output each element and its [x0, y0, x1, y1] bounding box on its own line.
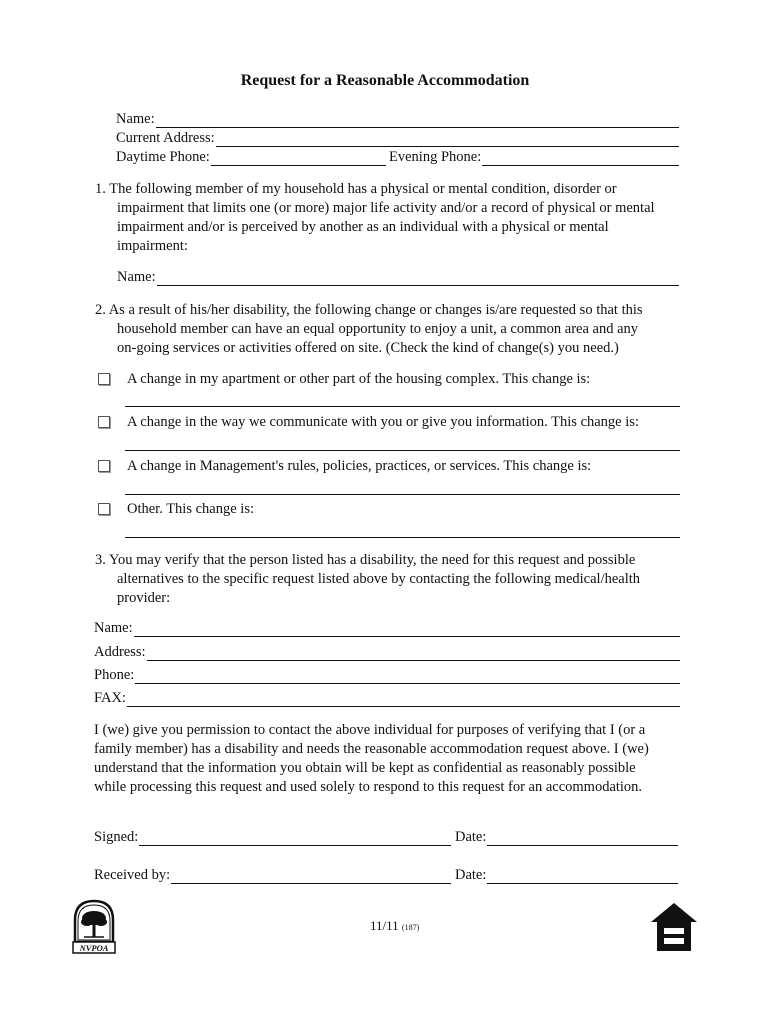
received-by-field[interactable] — [94, 866, 451, 884]
daytime-phone-label: Daytime Phone: — [116, 149, 210, 165]
signed-field[interactable] — [94, 828, 451, 846]
household-member-name-label: Name: — [117, 269, 156, 285]
household-member-name-field[interactable] — [117, 268, 679, 286]
received-by-line[interactable] — [171, 869, 451, 884]
received-date-label: Date: — [455, 867, 487, 883]
permission-text — [94, 721, 649, 797]
daytime-phone-field[interactable] — [116, 148, 386, 166]
rules-change-checkbox[interactable] — [98, 460, 110, 472]
signed-date-line[interactable] — [487, 831, 678, 846]
communication-change-label: A change in the way we communicate with you or give you information. This change is: — [127, 414, 639, 430]
section-1-line: impairment and/or is perceived by another as an individual with a physical or mental — [117, 219, 609, 235]
signed-date-field[interactable] — [455, 828, 678, 846]
provider-fax-field[interactable] — [94, 689, 680, 707]
equal-housing-icon — [650, 902, 698, 952]
provider-name-field[interactable] — [94, 619, 680, 637]
provider-fax-line[interactable] — [127, 692, 680, 707]
permission-line: understand that the information you obtain will be kept as confidential as reasonably possible — [94, 760, 636, 776]
apartment-change-label: A change in my apartment or other part of the housing complex. This change is: — [127, 371, 591, 387]
received-by-label: Received by: — [94, 867, 171, 883]
provider-address-line[interactable] — [147, 646, 680, 661]
section-1-line: impairment that limits one (or more) major life activity and/or a record of physical or mental — [117, 200, 655, 216]
form-code-text: (187) — [401, 923, 420, 932]
nvpoa-logo — [72, 898, 116, 954]
section-1-line: impairment: — [117, 238, 188, 254]
applicant-name-label: Name: — [116, 111, 155, 127]
signed-date-label: Date: — [455, 829, 487, 845]
applicant-name-field[interactable] — [116, 110, 679, 128]
apartment-change-line[interactable] — [125, 406, 680, 407]
other-change-line[interactable] — [125, 537, 680, 538]
section-1-line: 1. The following member of my household has a physical or mental condition, disorder or — [95, 181, 617, 197]
other-change-label: Other. This change is: — [127, 501, 254, 517]
evening-phone-label: Evening Phone: — [389, 149, 482, 165]
current-address-label: Current Address: — [116, 130, 215, 146]
page-title: Request for a Reasonable Accommodation — [240, 72, 530, 89]
section-3-text — [95, 551, 640, 608]
section-1-text — [95, 180, 655, 256]
received-date-line[interactable] — [487, 869, 678, 884]
provider-fax-label: FAX: — [94, 690, 126, 706]
current-address-field[interactable] — [116, 129, 679, 147]
rules-change-line[interactable] — [125, 494, 680, 495]
section-2-line: 2. As a result of his/her disability, the following change or changes is/are requested so that this — [95, 302, 643, 318]
logo-text: NVPOA — [79, 943, 109, 953]
permission-line: I (we) give you permission to contact the above individual for purposes of verifying that I (or a — [94, 722, 646, 738]
apartment-change-checkbox[interactable] — [98, 373, 110, 385]
communication-change-line[interactable] — [125, 450, 680, 451]
tree-logo-icon — [72, 898, 116, 954]
applicant-name-line[interactable] — [156, 113, 679, 128]
signed-label: Signed: — [94, 829, 139, 845]
section-2-text — [95, 301, 643, 358]
provider-address-label: Address: — [94, 644, 146, 660]
section-3-line: 3. You may verify that the person listed has a disability, the need for this request and possible — [95, 552, 636, 568]
form-number-text: 11/11 — [370, 918, 399, 933]
household-member-name-line[interactable] — [157, 271, 679, 286]
daytime-phone-line[interactable] — [211, 151, 386, 166]
permission-line: while processing this request and used solely to respond to this request for an accommodation. — [94, 779, 643, 795]
other-change-checkbox[interactable] — [98, 503, 110, 515]
provider-phone-label: Phone: — [94, 667, 135, 683]
section-3-line: alternatives to the specific request listed above by contacting the following medical/health — [117, 571, 641, 587]
received-date-field[interactable] — [455, 866, 678, 884]
rules-change-label: A change in Management's rules, policies, practices, or services. This change is: — [127, 458, 592, 474]
section-2-line: on-going services or activities offered on site. (Check the kind of change(s) you need.) — [117, 340, 619, 356]
signed-line[interactable] — [139, 831, 451, 846]
communication-change-checkbox[interactable] — [98, 416, 110, 428]
section-3-line: provider: — [117, 590, 171, 606]
form-number — [370, 918, 419, 934]
evening-phone-field[interactable] — [389, 148, 679, 166]
provider-name-line[interactable] — [134, 622, 680, 637]
provider-address-field[interactable] — [94, 643, 680, 661]
evening-phone-line[interactable] — [482, 151, 679, 166]
section-2-line: household member can have an equal opportunity to enjoy a unit, a common area and any — [117, 321, 639, 337]
permission-line: family member) has a disability and needs the reasonable accommodation request above. I (we) — [94, 741, 649, 757]
provider-phone-field[interactable] — [94, 666, 680, 684]
provider-phone-line[interactable] — [135, 669, 680, 684]
provider-name-label: Name: — [94, 620, 133, 636]
current-address-line[interactable] — [216, 132, 679, 147]
